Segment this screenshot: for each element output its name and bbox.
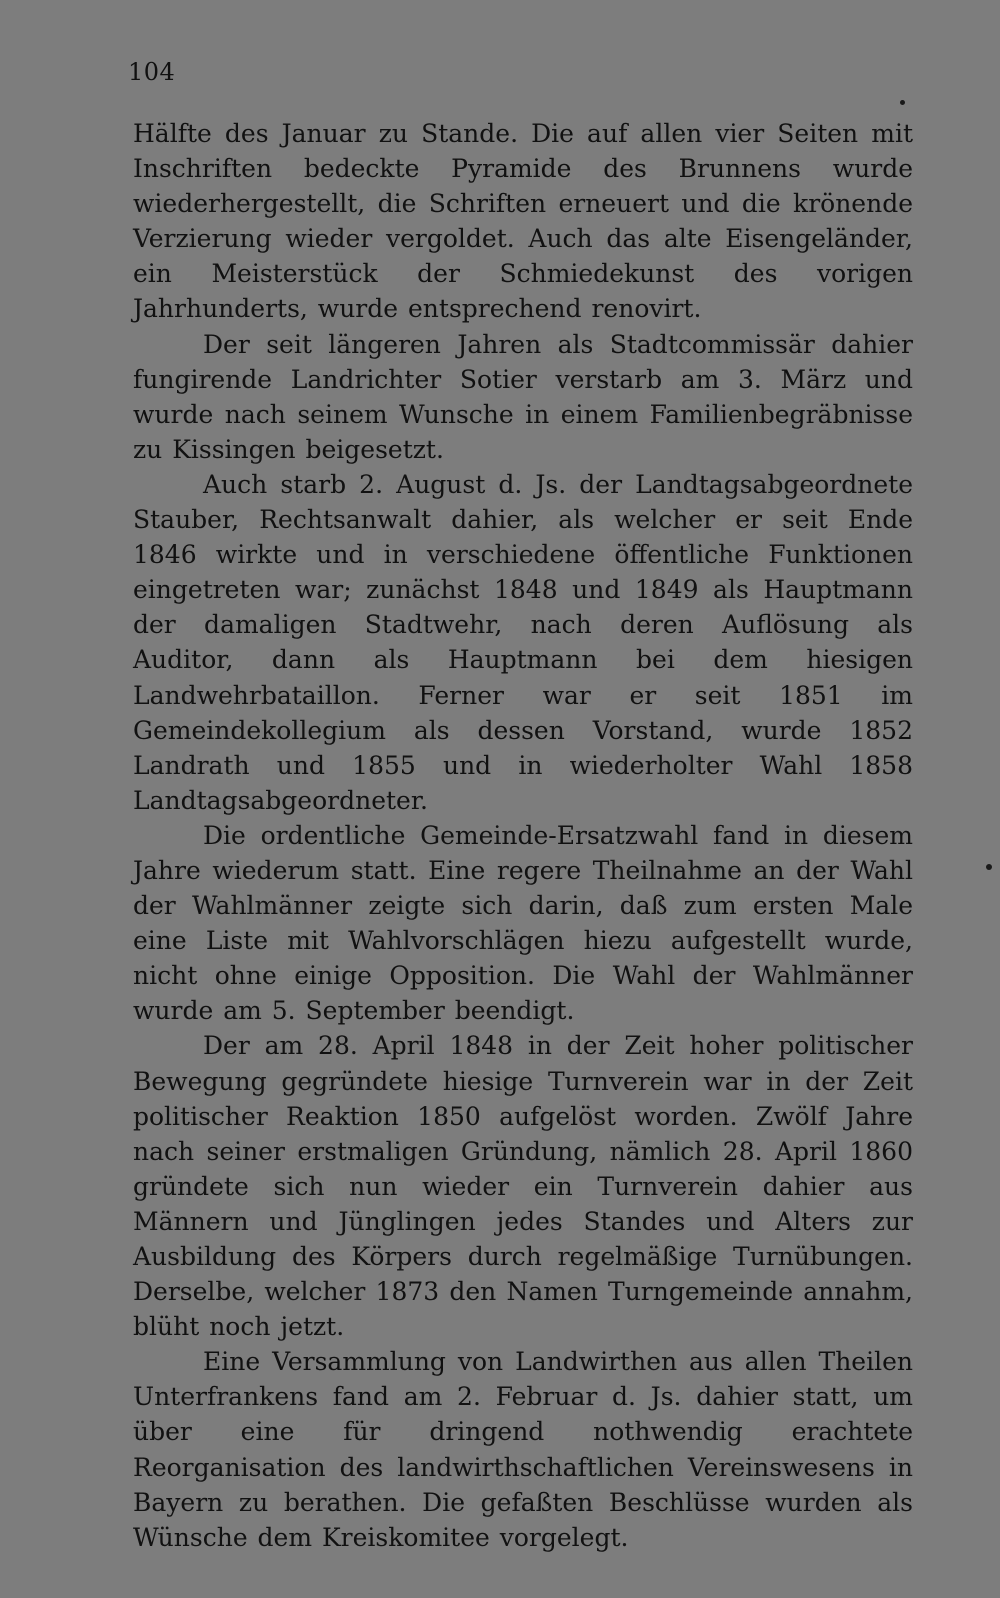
- ink-speck: [986, 864, 992, 870]
- paragraph-turnverein: Der am 28. April 1848 in der Zeit hoher politischer Bewegung gegründete hiesige Turnverein war in der Zeit politischer Reaktion 1850 aufgelöst worden. Zwölf Jahre nach seiner erstmaligen Gründung, nämlich 28. April 1860 gründete sich nun wieder ein Turnverein dahier aus Männern und Jünglingen jedes Standes und Alters zur Ausbildung des Körpers durch regelmäßige Turnübungen. Derselbe, welcher 1873 den Namen Turngemeinde annahm, blüht noch jetzt.: [133, 1031, 913, 1342]
- paragraph-stauber-death: Auch starb 2. August d. Js. der Landtagsabgeordnete Stauber, Rechtsanwalt dahier, als welcher er seit Ende 1846 wirkte und in verschiedene öffentliche Funktionen eingetreten war; zunächst 1848 und 1849 als Hauptmann der damaligen Stadtwehr, nach deren Auflösung als Auditor, dann als Hauptmann bei dem hiesigen Landwehrbataillon. Ferner war er seit 1851 im Gemeindekollegium als dessen Vorstand, wurde 1852 Landrath und 1855 und in wiederholter Wahl 1858 Landtagsabgeordneter.: [133, 469, 913, 815]
- body-text: [133, 116, 913, 1555]
- paragraph-municipal-election: Die ordentliche Gemeinde-Ersatzwahl fand in diesem Jahre wiederum statt. Eine regere Theilnahme an der Wahl der Wahlmänner zeigte sich darin, daß zum ersten Male eine Liste mit Wahlvorschlägen hiezu aufgestellt wurde, nicht ohne einige Opposition. Die Wahl der Wahlmänner wurde am 5. September beendigt.: [133, 820, 913, 1026]
- ink-speck: [900, 100, 905, 105]
- page-number: 104: [128, 58, 176, 86]
- paragraph-farmers-assembly: Eine Versammlung von Landwirthen aus allen Theilen Unterfrankens fand am 2. Februar d. Js. dahier statt, um über eine für dringend nothwendig erachtete Reorganisation des landwirthschaftlichen Vereinswesens in Bayern zu berathen. Die gefaßten Beschlüsse wurden als Wünsche dem Kreiskomitee vorgelegt.: [133, 1347, 913, 1552]
- paragraph-sotier-death: Der seit längeren Jahren als Stadtcommissär dahier fungirende Landrichter Sotier verstarb am 3. März und wurde nach seinem Wunsche in einem Familienbegräbnisse zu Kissingen beigesetzt.: [133, 329, 913, 464]
- paragraph-fountain-restoration: Hälfte des Januar zu Stande. Die auf allen vier Seiten mit Inschriften bedeckte Pyramide des Brunnens wurde wiederhergestellt, die Schriften erneuert und die krönende Verzierung wieder vergoldet. Auch das alte Eisengeländer, ein Meisterstück der Schmiedekunst des vorigen Jahrhunderts, wurde entsprechend renovirt.: [133, 119, 913, 324]
